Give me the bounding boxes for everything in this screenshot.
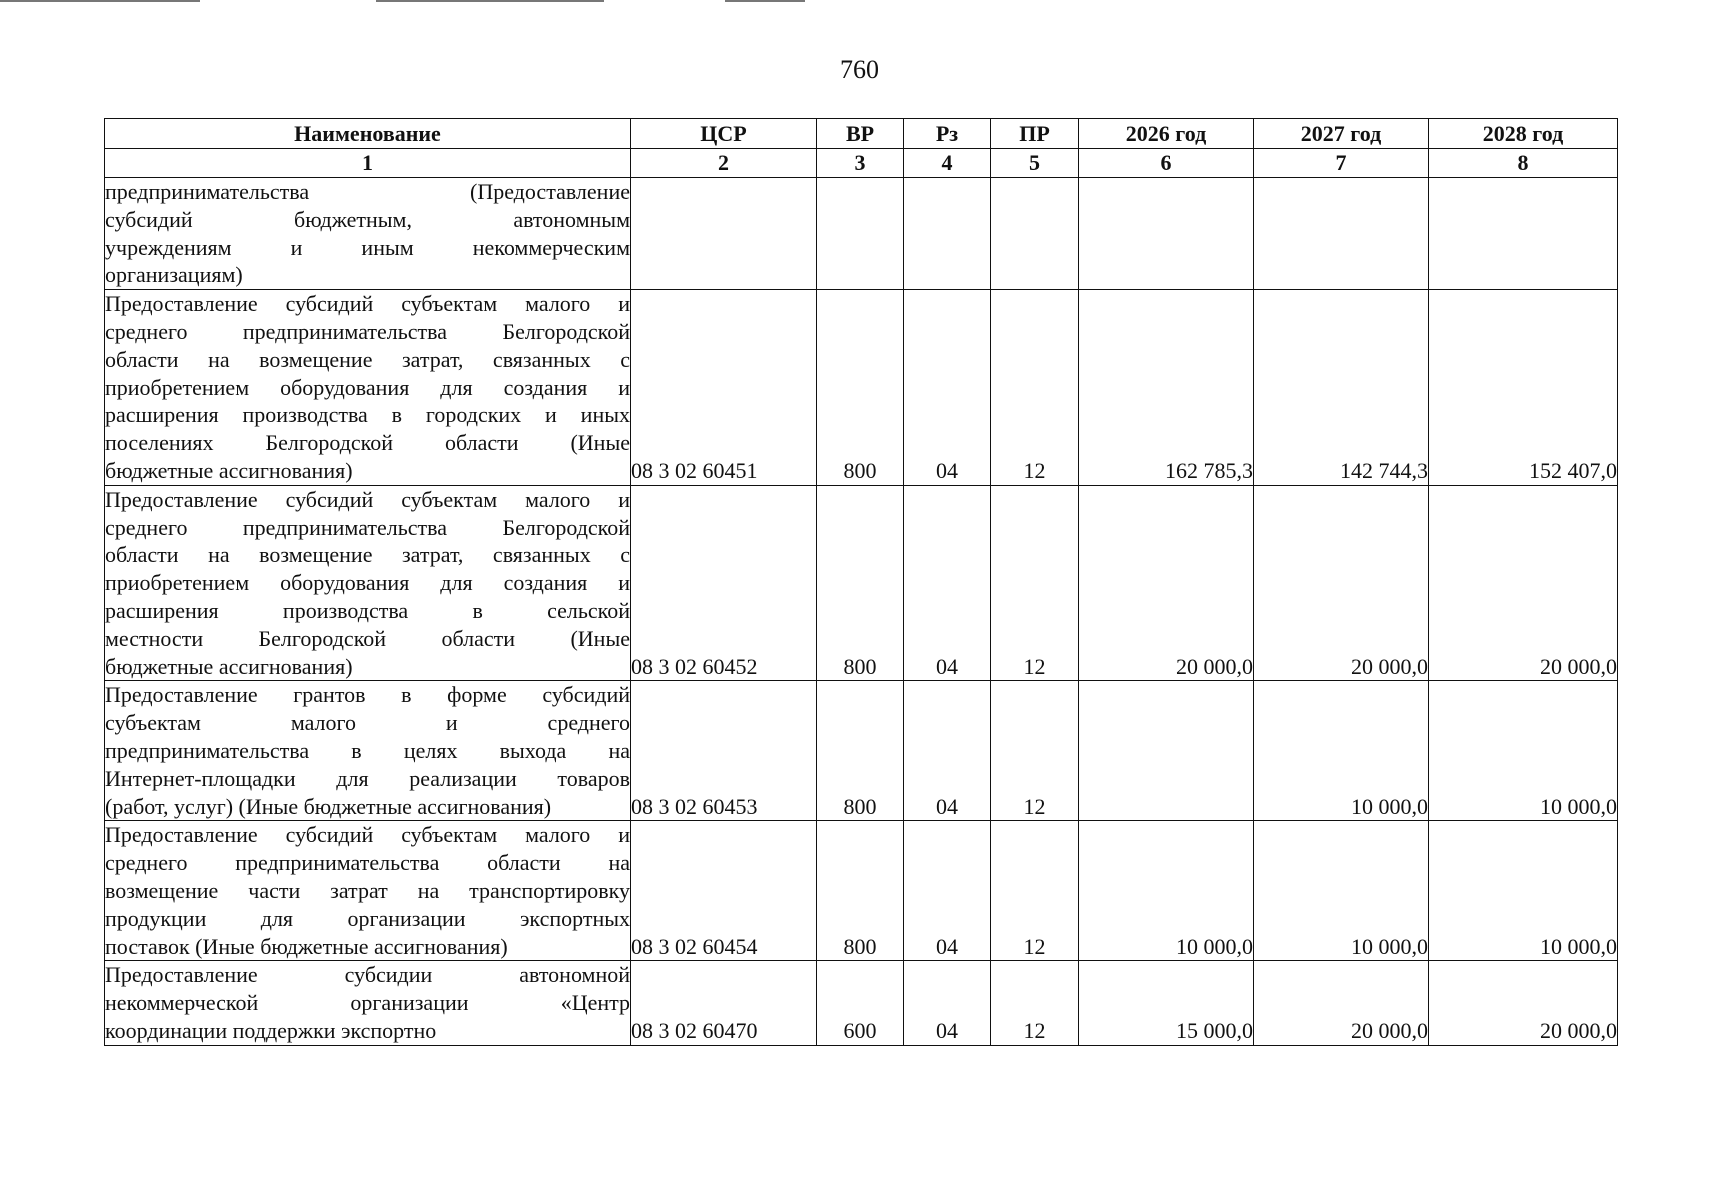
table-row <box>105 290 1618 486</box>
row-name-line: некоммерческой организации «Центр <box>105 990 630 1016</box>
amount-2026-cell <box>1079 681 1254 821</box>
amount-2028-cell <box>1429 178 1618 290</box>
row-name-line: продукции для организации экспортных <box>105 905 630 931</box>
header-vr: ВР <box>817 119 904 149</box>
rz-cell: 04 <box>904 681 991 821</box>
rz-cell: 04 <box>904 290 991 486</box>
column-number: 5 <box>991 149 1079 178</box>
amount-2027-cell: 142 744,3 <box>1254 290 1429 486</box>
rz-cell <box>904 178 991 290</box>
amount-2026-cell: 10 000,0 <box>1079 821 1254 961</box>
row-name-cell <box>105 178 631 290</box>
row-name-cell <box>105 290 631 486</box>
row-name-line: области на возмещение затрат, связанных с <box>105 542 630 568</box>
row-name-line: учреждениям и иным некоммерческим <box>105 234 630 260</box>
row-name-line: среднего предпринимательства области на <box>105 850 630 876</box>
row-name-line: предпринимательства в целях выхода на <box>105 737 630 763</box>
row-name-line: приобретением оборудования для создания и <box>105 374 630 400</box>
column-number: 6 <box>1079 149 1254 178</box>
amount-2026-cell: 15 000,0 <box>1079 961 1254 1045</box>
row-name-cell <box>105 681 631 821</box>
header-name: Наименование <box>105 119 631 149</box>
row-name-line: (работ, услуг) (Иные бюджетные ассигнования) <box>105 793 552 819</box>
row-name-cell <box>105 485 631 681</box>
amount-2028-cell: 152 407,0 <box>1429 290 1618 486</box>
header-row <box>105 119 1618 149</box>
header-rz: Рз <box>904 119 991 149</box>
scan-artifact-line <box>376 0 604 2</box>
column-number: 2 <box>631 149 817 178</box>
row-name-line: поставок (Иные бюджетные ассигнования) <box>105 933 508 959</box>
amount-2028-cell: 20 000,0 <box>1429 961 1618 1045</box>
amount-2028-cell: 10 000,0 <box>1429 821 1618 961</box>
vr-cell: 800 <box>817 485 904 681</box>
row-name-line: местности Белгородской области (Иные <box>105 625 630 651</box>
row-name-cell <box>105 961 631 1045</box>
amount-2026-cell <box>1079 178 1254 290</box>
table-row <box>105 961 1618 1045</box>
csr-cell: 08 3 02 60451 <box>631 290 817 486</box>
pr-cell: 12 <box>991 821 1079 961</box>
row-name-line: бюджетные ассигнования) <box>105 653 353 679</box>
csr-cell: 08 3 02 60452 <box>631 485 817 681</box>
column-number-row <box>105 149 1618 178</box>
row-name-line: Предоставление грантов в форме субсидий <box>105 682 630 708</box>
amount-2027-cell <box>1254 178 1429 290</box>
amount-2026-cell: 20 000,0 <box>1079 485 1254 681</box>
row-name-line: организациям) <box>105 262 243 288</box>
vr-cell: 600 <box>817 961 904 1045</box>
budget-table <box>104 118 1618 1046</box>
pr-cell: 12 <box>991 681 1079 821</box>
row-name-line: Интернет-площадки для реализации товаров <box>105 765 630 791</box>
table-body <box>105 178 1618 1046</box>
row-name-cell <box>105 821 631 961</box>
amount-2026-cell: 162 785,3 <box>1079 290 1254 486</box>
page-number: 760 <box>840 55 879 84</box>
csr-cell: 08 3 02 60453 <box>631 681 817 821</box>
amount-2028-cell: 20 000,0 <box>1429 485 1618 681</box>
vr-cell <box>817 178 904 290</box>
column-number: 3 <box>817 149 904 178</box>
row-name-line: возмещение части затрат на транспортировку <box>105 877 630 903</box>
row-name-line: Предоставление субсидий субъектам малого и <box>105 486 630 512</box>
row-name-line: приобретением оборудования для создания и <box>105 570 630 596</box>
column-number: 7 <box>1254 149 1429 178</box>
header-csr: ЦСР <box>631 119 817 149</box>
row-name-line: поселениях Белгородской области (Иные <box>105 430 630 456</box>
row-name-line: субъектам малого и среднего <box>105 710 630 736</box>
table-row <box>105 178 1618 290</box>
row-name-line: среднего предпринимательства Белгородской <box>105 514 630 540</box>
pr-cell: 12 <box>991 961 1079 1045</box>
scan-artifact-line <box>725 0 805 2</box>
row-name-line: субсидий бюджетным, автономным <box>105 206 630 232</box>
header-2027: 2027 год <box>1254 119 1429 149</box>
header-2026: 2026 год <box>1079 119 1254 149</box>
pr-cell <box>991 178 1079 290</box>
scan-artifact-line <box>0 0 200 2</box>
table-row <box>105 485 1618 681</box>
amount-2027-cell: 20 000,0 <box>1254 961 1429 1045</box>
pr-cell: 12 <box>991 290 1079 486</box>
rz-cell: 04 <box>904 961 991 1045</box>
row-name-line: предпринимательства (Предоставление <box>105 179 630 204</box>
row-name-line: Предоставление субсидии автономной <box>105 962 630 988</box>
row-name-line: Предоставление субсидий субъектам малого и <box>105 291 630 317</box>
row-name-line: Предоставление субсидий субъектам малого и <box>105 822 630 848</box>
table-row <box>105 821 1618 961</box>
row-name-line: бюджетные ассигнования) <box>105 457 353 483</box>
column-number: 4 <box>904 149 991 178</box>
csr-cell: 08 3 02 60454 <box>631 821 817 961</box>
table-row <box>105 681 1618 821</box>
amount-2027-cell: 10 000,0 <box>1254 821 1429 961</box>
row-name-line: координации поддержки экспортно <box>105 1017 437 1043</box>
row-name-line: среднего предпринимательства Белгородской <box>105 318 630 344</box>
amount-2027-cell: 10 000,0 <box>1254 681 1429 821</box>
row-name-line: расширения производства в городских и иных <box>105 402 630 428</box>
row-name-line: расширения производства в сельской <box>105 597 630 623</box>
amount-2028-cell: 10 000,0 <box>1429 681 1618 821</box>
column-number: 8 <box>1429 149 1618 178</box>
header-pr: ПР <box>991 119 1079 149</box>
vr-cell: 800 <box>817 290 904 486</box>
rz-cell: 04 <box>904 821 991 961</box>
column-number: 1 <box>105 149 631 178</box>
csr-cell <box>631 178 817 290</box>
vr-cell: 800 <box>817 821 904 961</box>
vr-cell: 800 <box>817 681 904 821</box>
header-2028: 2028 год <box>1429 119 1618 149</box>
pr-cell: 12 <box>991 485 1079 681</box>
csr-cell: 08 3 02 60470 <box>631 961 817 1045</box>
row-name-line: области на возмещение затрат, связанных с <box>105 346 630 372</box>
rz-cell: 04 <box>904 485 991 681</box>
amount-2027-cell: 20 000,0 <box>1254 485 1429 681</box>
